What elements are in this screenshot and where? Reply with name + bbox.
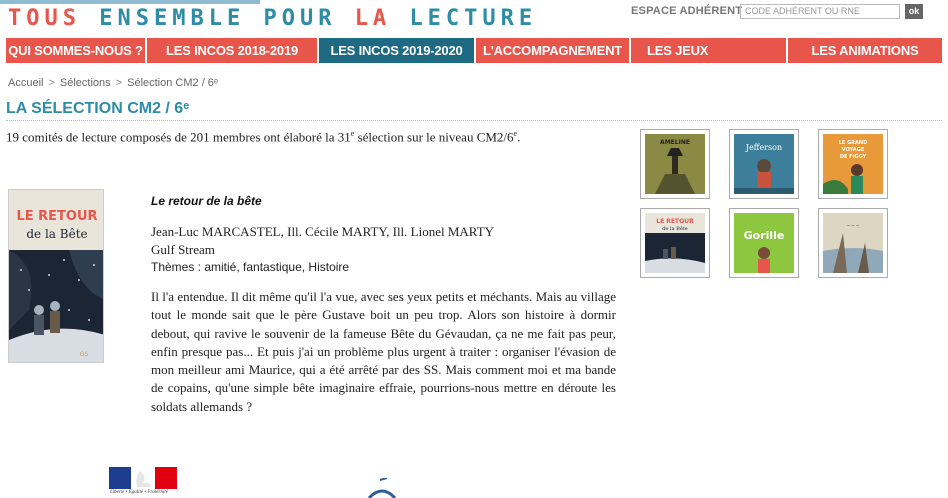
thumb-sur-mer-art <box>823 213 883 273</box>
nav-item-incos-2018-2019[interactable]: LES INCOS 2018-2019 <box>147 38 317 63</box>
thumb-ameline[interactable] <box>640 129 710 199</box>
page-title: LA SÉLECTION CM2 / 6ᵉ <box>6 100 190 117</box>
svg-text:de la Bête: de la Bête <box>662 226 688 232</box>
nav-item-qui-sommes-nous[interactable]: QUI SOMMES-NOUS ? <box>6 38 145 63</box>
tagline-word: LA <box>354 6 392 31</box>
svg-text:Jefferson: Jefferson <box>745 143 783 152</box>
breadcrumb-selections[interactable]: Sélections <box>59 77 111 89</box>
breadcrumb-accueil[interactable]: Accueil <box>8 77 44 89</box>
thumb-jefferson-art <box>734 134 794 194</box>
espace-adherent-label: ESPACE ADHÉRENT <box>631 5 743 17</box>
tagline-word: LECTURE <box>409 6 538 31</box>
header-banner-strip <box>0 0 260 4</box>
svg-text:DE FIGGY: DE FIGGY <box>839 154 867 160</box>
breadcrumb <box>8 77 218 89</box>
breadcrumb-current: Sélection CM2 / 6ᵉ <box>127 77 219 89</box>
tagline-word: TOUS <box>8 6 81 31</box>
selection-intro: 19 comités de lecture composés de 201 membres ont élaboré la 31e sélection sur le niveau CM2/6e. <box>6 129 521 145</box>
svg-text:LE RETOUR: LE RETOUR <box>656 218 694 225</box>
tagline-word: ENSEMBLE <box>99 6 246 31</box>
book-publisher: Gulf Stream <box>151 242 215 257</box>
thumb-grand-voyage-figgy[interactable] <box>818 129 888 199</box>
nav-item-jeux[interactable]: LES JEUX <box>631 38 786 63</box>
svg-text:VOYAGE: VOYAGE <box>841 147 865 153</box>
main-nav <box>6 38 942 63</box>
book-cover-art <box>9 190 104 363</box>
title-divider <box>6 120 942 121</box>
svg-text:GS: GS <box>79 351 89 358</box>
ok-button[interactable]: ok <box>905 4 923 19</box>
svg-text:Gorille: Gorille <box>743 229 785 242</box>
book-cover-title: LE RETOUR <box>16 209 98 224</box>
book-cover-image[interactable] <box>8 189 104 363</box>
thumb-gorille[interactable] <box>729 208 799 278</box>
book-authors: Jean-Luc MARCASTEL, Ill. Cécile MARTY, Ill. Lionel MARTY <box>151 224 495 239</box>
rf-motto: Liberté • Égalité • Fraternité <box>110 490 168 495</box>
book-title: Le retour de la bête <box>151 194 262 208</box>
tagline-word: POUR <box>263 6 337 31</box>
education-logo <box>365 478 399 498</box>
svg-text:AMELINE: AMELINE <box>660 139 690 146</box>
thumb-retour-bete-art <box>645 213 705 273</box>
breadcrumb-separator: > <box>48 77 55 89</box>
thumb-ameline-art <box>645 134 705 194</box>
book-summary: Il l'a entendue. Il dit même qu'il l'a vue, avec ses yeux petits et méchants. Mais au village tout le monde sait que le père Gustave boit un peu trop. Alors son histoire à dormir debout, qui ravive le souvenir de la fameuse Bête du Gévaudan, ça ne me fait pas peur, enfin presque pas... Et puis j'ai un problème plus urgent à traiter : organiser l'évasion de mon meilleur ami Maurice, qui a été arrêté par des SS. Mais comment moi et ma bande de copains, qu'une simple bête imaginaire effraie, pourrions-nous mettre en déroute les soldats allemands ? <box>151 289 616 414</box>
thumb-jefferson[interactable] <box>729 129 799 199</box>
nav-item-incos-2019-2020[interactable]: LES INCOS 2019-2020 <box>319 38 474 63</box>
nav-item-accompagnement[interactable]: L'ACCOMPAGNEMENT <box>476 38 629 63</box>
thumb-figgy-art <box>823 134 883 194</box>
svg-text:~ ~ ~: ~ ~ ~ <box>846 223 860 228</box>
nav-item-animations[interactable]: LES ANIMATIONS <box>788 38 942 63</box>
thumb-gorille-art <box>734 213 794 273</box>
site-tagline[interactable] <box>8 6 537 31</box>
breadcrumb-separator: > <box>115 77 123 89</box>
thumb-sur-mer[interactable] <box>818 208 888 278</box>
svg-text:LE GRAND: LE GRAND <box>838 140 868 146</box>
book-cover-subtitle: de la Bête <box>26 227 88 241</box>
member-code-input[interactable]: CODE ADHÉRENT OU RNE <box>740 4 900 19</box>
book-themes: Thèmes : amitié, fantastique, Histoire <box>151 260 350 274</box>
thumb-retour-bete[interactable] <box>640 208 710 278</box>
